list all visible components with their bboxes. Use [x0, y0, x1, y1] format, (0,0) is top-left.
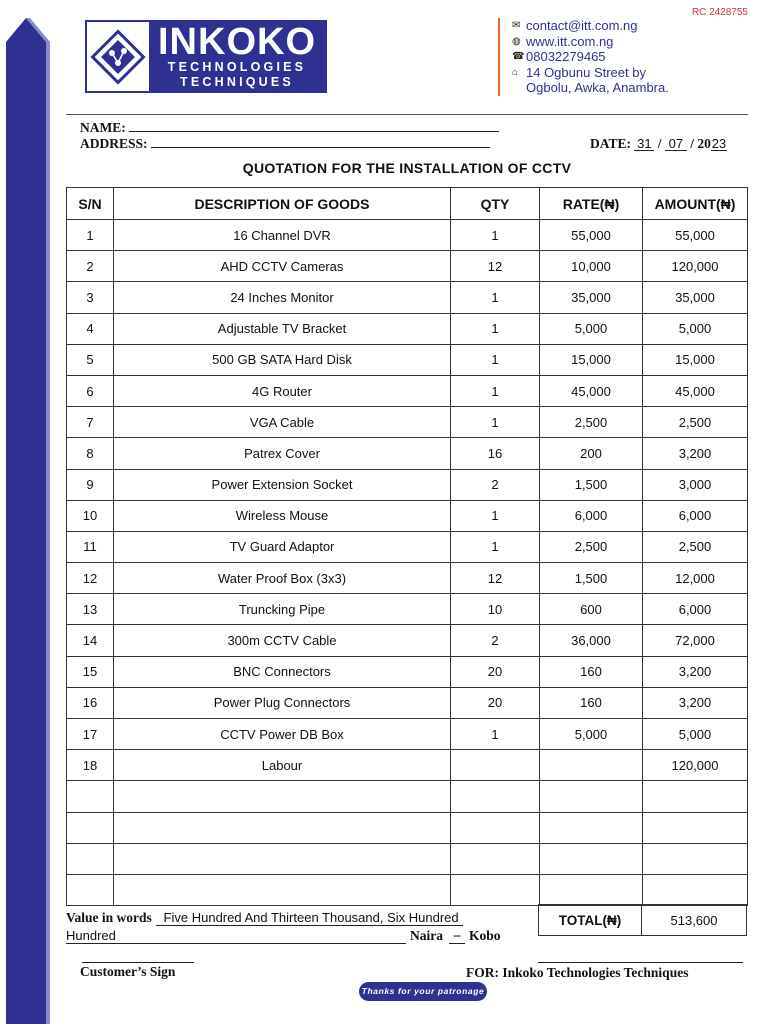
- cell-rate: 10,000: [540, 251, 643, 282]
- header-sn: S/N: [67, 188, 114, 220]
- cell-qty: 1: [451, 344, 540, 375]
- cell-sn: 13: [67, 594, 114, 625]
- cell-sn: 10: [67, 500, 114, 531]
- table-row: [67, 719, 748, 750]
- cell-qty: 2: [451, 625, 540, 656]
- cell-rate: 6,000: [540, 500, 643, 531]
- cell-amount: 2,500: [643, 407, 748, 438]
- cell-description: [114, 843, 451, 874]
- cell-qty: 1: [451, 500, 540, 531]
- cell-amount: 6,000: [643, 594, 748, 625]
- kobo-label: Kobo: [469, 928, 501, 943]
- cell-sn: 1: [67, 220, 114, 251]
- logo-name-line3: TECHNIQUES: [180, 74, 294, 89]
- table-row: [67, 656, 748, 687]
- cell-description: VGA Cable: [114, 407, 451, 438]
- date-year-prefix: 20: [697, 136, 711, 151]
- cell-amount: 45,000: [643, 375, 748, 406]
- cell-amount: 120,000: [643, 750, 748, 781]
- name-input-line[interactable]: [129, 121, 499, 132]
- cell-sn: 18: [67, 750, 114, 781]
- cell-qty: 10: [451, 594, 540, 625]
- cell-sn: 2: [67, 251, 114, 282]
- cell-description: Water Proof Box (3x3): [114, 563, 451, 594]
- date-separator-1: /: [657, 136, 662, 151]
- cell-description: Labour: [114, 750, 451, 781]
- cell-rate: 45,000: [540, 375, 643, 406]
- left-decorative-band: [0, 0, 60, 1024]
- table-row: [67, 500, 748, 531]
- cell-amount: 120,000: [643, 251, 748, 282]
- cell-amount: 5,000: [643, 313, 748, 344]
- cell-rate: 55,000: [540, 220, 643, 251]
- table-row: [67, 531, 748, 562]
- table-row: [67, 594, 748, 625]
- table-header-row: [67, 188, 748, 220]
- header-rate: RATE(₦): [540, 188, 643, 220]
- cell-rate: 2,500: [540, 531, 643, 562]
- naira-label: Naira: [410, 928, 443, 943]
- location-icon: ⌂: [512, 66, 519, 78]
- company-logo: [85, 20, 327, 93]
- cell-rate: 35,000: [540, 282, 643, 313]
- cell-description: [114, 874, 451, 905]
- date-label: DATE:: [590, 136, 632, 151]
- cell-amount: 35,000: [643, 282, 748, 313]
- date-separator-2: /: [690, 136, 695, 151]
- value-in-words-text: Five Hundred And Thirteen Thousand, Six Hundred: [156, 910, 463, 926]
- logo-wordmark: [149, 20, 325, 90]
- cell-sn: 5: [67, 344, 114, 375]
- table-row: [67, 750, 748, 781]
- cell-qty: [451, 750, 540, 781]
- cell-qty: 1: [451, 719, 540, 750]
- cell-rate: [540, 812, 643, 843]
- cell-rate: 36,000: [540, 625, 643, 656]
- cell-rate: 2,500: [540, 407, 643, 438]
- cell-description: 24 Inches Monitor: [114, 282, 451, 313]
- cell-rate: 15,000: [540, 344, 643, 375]
- cell-amount: 3,200: [643, 438, 748, 469]
- cell-qty: 1: [451, 531, 540, 562]
- header-divider: [66, 114, 748, 115]
- cell-amount: 3,000: [643, 469, 748, 500]
- cell-qty: 1: [451, 220, 540, 251]
- cell-amount: 72,000: [643, 625, 748, 656]
- table-row: [67, 563, 748, 594]
- cell-amount: 5,000: [643, 719, 748, 750]
- contact-address-line1: 14 Ogbunu Street by: [526, 64, 646, 80]
- cell-sn: 14: [67, 625, 114, 656]
- cell-amount: 55,000: [643, 220, 748, 251]
- cell-rate: 160: [540, 656, 643, 687]
- rc-number: RC 2428755: [691, 7, 748, 18]
- cell-qty: [451, 843, 540, 874]
- phone-icon: ☎: [512, 51, 525, 62]
- cell-description: Adjustable TV Bracket: [114, 313, 451, 344]
- table-row: [67, 625, 748, 656]
- total-label: TOTAL(₦): [539, 905, 642, 936]
- value-in-words-line2: [66, 927, 526, 944]
- table-row: [67, 687, 748, 718]
- cell-amount: 3,200: [643, 687, 748, 718]
- cell-qty: [451, 781, 540, 812]
- cell-amount: 6,000: [643, 500, 748, 531]
- cell-description: Truncking Pipe: [114, 594, 451, 625]
- value-in-words: [66, 910, 526, 926]
- cell-sn: 15: [67, 656, 114, 687]
- header-qty: QTY: [451, 188, 540, 220]
- address-label: ADDRESS:: [80, 136, 148, 151]
- cell-amount: [643, 843, 748, 874]
- logo-name-main: INKOKO: [158, 20, 316, 63]
- cell-amount: [643, 874, 748, 905]
- contact-address-line2: Ogbolu, Awka, Anambra.: [526, 80, 669, 95]
- table-row: [67, 874, 748, 905]
- cell-qty: 20: [451, 687, 540, 718]
- cell-sn: 4: [67, 313, 114, 344]
- header-amount: AMOUNT(₦): [643, 188, 748, 220]
- cell-sn: 9: [67, 469, 114, 500]
- table-row: [67, 282, 748, 313]
- cell-amount: 15,000: [643, 344, 748, 375]
- cell-sn: 17: [67, 719, 114, 750]
- cell-sn: [67, 874, 114, 905]
- cell-qty: 2: [451, 469, 540, 500]
- cell-qty: 1: [451, 375, 540, 406]
- cell-rate: 1,500: [540, 469, 643, 500]
- company-signature-line[interactable]: [538, 962, 743, 963]
- cell-rate: 160: [540, 687, 643, 718]
- cell-sn: 8: [67, 438, 114, 469]
- cell-description: 300m CCTV Cable: [114, 625, 451, 656]
- cell-rate: [540, 843, 643, 874]
- cell-qty: [451, 874, 540, 905]
- customer-signature-line[interactable]: [82, 962, 194, 963]
- globe-icon: ◍: [512, 35, 521, 47]
- cell-amount: 12,000: [643, 563, 748, 594]
- cell-sn: 11: [67, 531, 114, 562]
- table-row: [67, 438, 748, 469]
- cell-description: [114, 812, 451, 843]
- date-day[interactable]: 31: [634, 137, 654, 151]
- cell-qty: 16: [451, 438, 540, 469]
- cell-description: AHD CCTV Cameras: [114, 251, 451, 282]
- cell-sn: 6: [67, 375, 114, 406]
- name-field: [80, 120, 499, 136]
- cell-qty: 12: [451, 251, 540, 282]
- cell-description: BNC Connectors: [114, 656, 451, 687]
- total-value: 513,600: [642, 905, 747, 936]
- date-month[interactable]: 07: [665, 137, 687, 151]
- customer-sign-label: Customer’s Sign: [80, 964, 176, 979]
- cell-sn: [67, 781, 114, 812]
- table-row: [67, 843, 748, 874]
- cell-amount: 2,500: [643, 531, 748, 562]
- cell-description: 4G Router: [114, 375, 451, 406]
- cell-description: TV Guard Adaptor: [114, 531, 451, 562]
- cell-sn: 3: [67, 282, 114, 313]
- cell-rate: 1,500: [540, 563, 643, 594]
- table-row: [67, 251, 748, 282]
- cell-description: Patrex Cover: [114, 438, 451, 469]
- cell-rate: [540, 781, 643, 812]
- company-sign-label: FOR: Inkoko Technologies Techniques: [466, 965, 689, 980]
- table-row: [67, 375, 748, 406]
- cell-description: 500 GB SATA Hard Disk: [114, 344, 451, 375]
- table-row: [67, 469, 748, 500]
- contact-email[interactable]: contact@itt.com.ng: [526, 18, 638, 33]
- cell-rate: 5,000: [540, 313, 643, 344]
- quotation-table: [66, 187, 748, 906]
- cell-rate: 5,000: [540, 719, 643, 750]
- cell-qty: 20: [451, 656, 540, 687]
- value-in-words-label: Value in words: [66, 910, 152, 925]
- contact-block: [498, 18, 669, 96]
- cell-rate: 600: [540, 594, 643, 625]
- contact-phone[interactable]: 08032279465: [526, 49, 606, 64]
- cell-qty: 1: [451, 407, 540, 438]
- name-label: NAME:: [80, 120, 126, 135]
- cell-description: CCTV Power DB Box: [114, 719, 451, 750]
- email-icon: ✉: [512, 20, 521, 31]
- logo-emblem-icon: [87, 22, 149, 91]
- cell-amount: 3,200: [643, 656, 748, 687]
- cell-sn: [67, 843, 114, 874]
- cell-sn: 16: [67, 687, 114, 718]
- table-row: [67, 220, 748, 251]
- cell-qty: 1: [451, 282, 540, 313]
- cell-rate: [540, 750, 643, 781]
- thanks-badge: Thanks for your patronage: [359, 982, 487, 1001]
- cell-description: Wireless Mouse: [114, 500, 451, 531]
- cell-qty: 12: [451, 563, 540, 594]
- table-row: [67, 781, 748, 812]
- address-field: [80, 136, 490, 152]
- cell-amount: [643, 812, 748, 843]
- value-in-words-continuation: Hundred: [66, 928, 406, 944]
- cell-sn: 12: [67, 563, 114, 594]
- total-box: [538, 904, 747, 936]
- cell-amount: [643, 781, 748, 812]
- document-title: QUOTATION FOR THE INSTALLATION OF CCTV: [242, 160, 572, 176]
- date-field: [590, 136, 727, 152]
- table-row: [67, 812, 748, 843]
- cell-rate: [540, 874, 643, 905]
- cell-qty: 1: [451, 313, 540, 344]
- cell-sn: 7: [67, 407, 114, 438]
- logo-name-line2: TECHNOLOGIES: [167, 59, 307, 74]
- header-description: DESCRIPTION OF GOODS: [114, 188, 451, 220]
- cell-description: Power Plug Connectors: [114, 687, 451, 718]
- address-input-line[interactable]: [151, 137, 490, 148]
- cell-qty: [451, 812, 540, 843]
- table-row: [67, 313, 748, 344]
- table-row: [67, 344, 748, 375]
- cell-description: 16 Channel DVR: [114, 220, 451, 251]
- date-year-suffix[interactable]: 23: [711, 136, 727, 151]
- table-row: [67, 407, 748, 438]
- cell-description: Power Extension Socket: [114, 469, 451, 500]
- cell-sn: [67, 812, 114, 843]
- cell-description: [114, 781, 451, 812]
- contact-website[interactable]: www.itt.com.ng: [526, 33, 614, 49]
- cell-rate: 200: [540, 438, 643, 469]
- kobo-value: –: [449, 927, 465, 944]
